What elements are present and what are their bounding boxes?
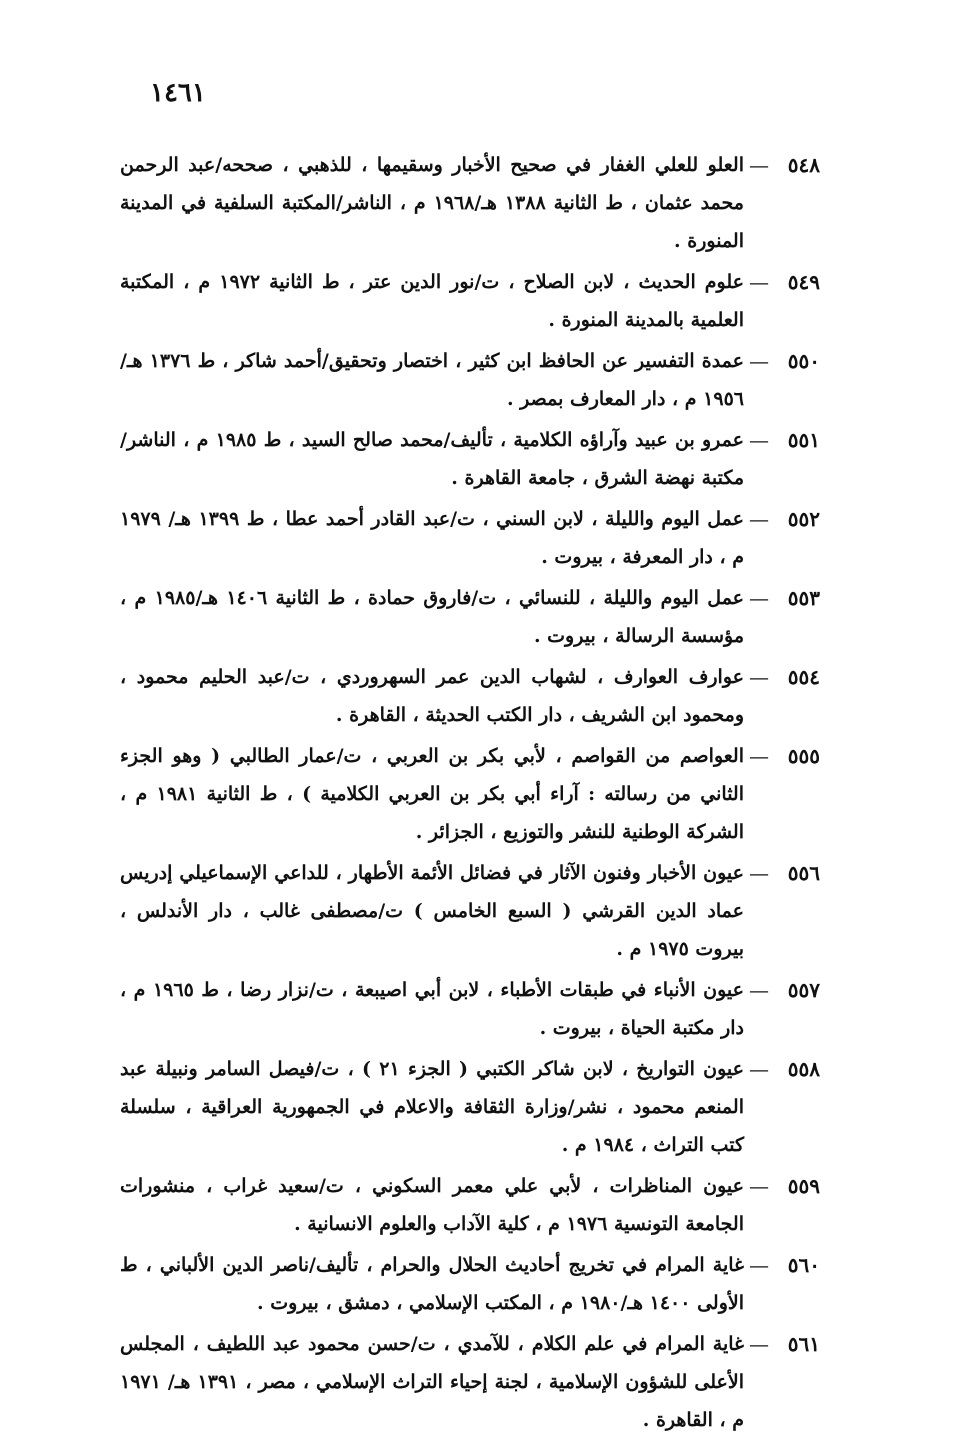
entry-text: عمل اليوم والليلة ، لابن السني ، ت/عبد القادر أحمد عطا ، ط ١٣٩٩ هـ/ ١٩٧٩ م ، دار المعرفة ، بيروت .	[120, 508, 744, 568]
entry-dash: —	[749, 428, 769, 452]
bibliography-entry	[120, 854, 820, 968]
bibliography-entry	[120, 1167, 820, 1243]
entry-text: عمدة التفسير عن الحافظ ابن كثير ، اختصار وتحقيق/أحمد شاكر ، ط ١٣٧٦ هـ/ ١٩٥٦ م ، دار المعارف بمصر .	[120, 350, 744, 410]
entry-text: العواصم من القواصم ، لأبي بكر بن العربي ، ت/عمار الطالبي ( وهو الجزء الثاني من رسالته : آراء أبي بكر بن العربي الكلامية ) ، ط الثانية ١٩٨١ م ، الشركة الوطنية للنشر والتوزيع ، الجزائر .	[120, 745, 744, 843]
bibliography-entry	[120, 1325, 820, 1439]
entry-number: ٥٥٥	[787, 744, 820, 768]
entry-number: ٥٦١	[787, 1332, 820, 1356]
entry-dash: —	[749, 586, 769, 610]
entry-dash: —	[749, 1253, 769, 1277]
entry-number: ٥٥٨	[787, 1057, 820, 1081]
entry-dash: —	[749, 665, 769, 689]
entry-dash: —	[749, 270, 769, 294]
bibliography-entry	[120, 579, 820, 655]
entry-number: ٥٥٤	[787, 665, 820, 689]
entry-number: ٥٤٩	[787, 270, 820, 294]
bibliography-entry	[120, 342, 820, 418]
entry-text: عوارف العوارف ، لشهاب الدين عمر السهروردي ، ت/عبد الحليم محمود ، ومحمود ابن الشريف ، دار الكتب الحديثة ، القاهرة .	[120, 666, 744, 726]
entry-dash: —	[749, 744, 769, 768]
bibliography-entry	[120, 500, 820, 576]
bibliography-entry	[120, 421, 820, 497]
entry-dash: —	[749, 978, 769, 1002]
entry-number: ٥٥٣	[787, 586, 820, 610]
entry-text: عيون الأخبار وفنون الآثار في فضائل الأئمة الأطهار ، للداعي الإسماعيلي إدريس عماد الدين القرشي ( السبع الخامس ) ت/مصطفى غالب ، دار الأندلس ، بيروت ١٩٧٥ م .	[120, 862, 744, 960]
entry-dash: —	[749, 1057, 769, 1081]
entry-text: غاية المرام في علم الكلام ، للآمدي ، ت/حسن محمود عبد اللطيف ، المجلس الأعلى للشؤون الإسلامية ، لجنة إحياء التراث الإسلامي ، مصر ، ١٣٩١ هـ/ ١٩٧١ م ، القاهرة .	[120, 1333, 744, 1431]
bibliography-entry	[120, 1246, 820, 1322]
entry-number: ٥٥٢	[787, 507, 820, 531]
entry-number: ٥٥١	[787, 428, 820, 452]
entry-number: ٥٥٦	[787, 861, 820, 885]
entry-text: عيون التواريخ ، لابن شاكر الكتبي ( الجزء ٢١ ) ، ت/فيصل السامر ونبيلة عبد المنعم محمود ، نشر/وزارة الثقافة والاعلام في الجمهورية العراقية ، سلسلة كتب التراث ، ١٩٨٤ م .	[120, 1058, 744, 1156]
page-number: ١٤٦١	[150, 78, 206, 108]
bibliography-entry	[120, 263, 820, 339]
bibliography-entry	[120, 737, 820, 851]
entry-text: العلو للعلي الغفار في صحيح الأخبار وسقيمها ، للذهبي ، صححه/عبد الرحمن محمد عثمان ، ط الثانية ١٣٨٨ هـ/١٩٦٨ م ، الناشر/المكتبة السلفية في المدينة المنورة .	[120, 154, 744, 252]
entry-number: ٥٤٨	[787, 153, 820, 177]
bibliography-entry	[120, 971, 820, 1047]
entry-text: عمل اليوم والليلة ، للنسائي ، ت/فاروق حمادة ، ط الثانية ١٤٠٦ هـ/١٩٨٥ م ، مؤسسة الرسالة ، بيروت .	[120, 587, 745, 647]
entry-dash: —	[749, 349, 769, 373]
entry-text: عيون الأنباء في طبقات الأطباء ، لابن أبي اصيبعة ، ت/نزار رضا ، ط ١٩٦٥ م ، دار مكتبة الحياة ، بيروت .	[120, 979, 744, 1039]
entry-number: ٥٥٠	[787, 349, 820, 373]
entry-text: عيون المناظرات ، لأبي علي معمر السكوني ، ت/سعيد غراب ، منشورات الجامعة التونسية ١٩٧٦ م ، كلية الآداب والعلوم الانسانية .	[120, 1175, 744, 1235]
entry-dash: —	[749, 1174, 769, 1198]
entry-dash: —	[749, 507, 769, 531]
entry-dash: —	[749, 153, 769, 177]
entry-text: غاية المرام في تخريج أحاديث الحلال والحرام ، تأليف/ناصر الدين الألباني ، ط الأولى ١٤٠٠ هـ/١٩٨٠ م ، المكتب الإسلامي ، دمشق ، بيروت .	[120, 1254, 744, 1314]
entry-number: ٥٦٠	[787, 1253, 820, 1277]
bibliography-entry	[120, 146, 820, 260]
bibliography-entry	[120, 1050, 820, 1164]
entry-text: علوم الحديث ، لابن الصلاح ، ت/نور الدين عتر ، ط الثانية ١٩٧٢ م ، المكتبة العلمية بالمدينة المنورة .	[120, 271, 744, 331]
entry-number: ٥٥٩	[787, 1174, 820, 1198]
bibliography-list	[120, 146, 820, 1442]
bibliography-entry	[120, 658, 820, 734]
entry-text: عمرو بن عبيد وآراؤه الكلامية ، تأليف/محمد صالح السيد ، ط ١٩٨٥ م ، الناشر/مكتبة نهضة الشرق ، جامعة القاهرة .	[120, 429, 744, 489]
entry-dash: —	[749, 1332, 769, 1356]
entry-dash: —	[749, 861, 769, 885]
entry-number: ٥٥٧	[787, 978, 820, 1002]
